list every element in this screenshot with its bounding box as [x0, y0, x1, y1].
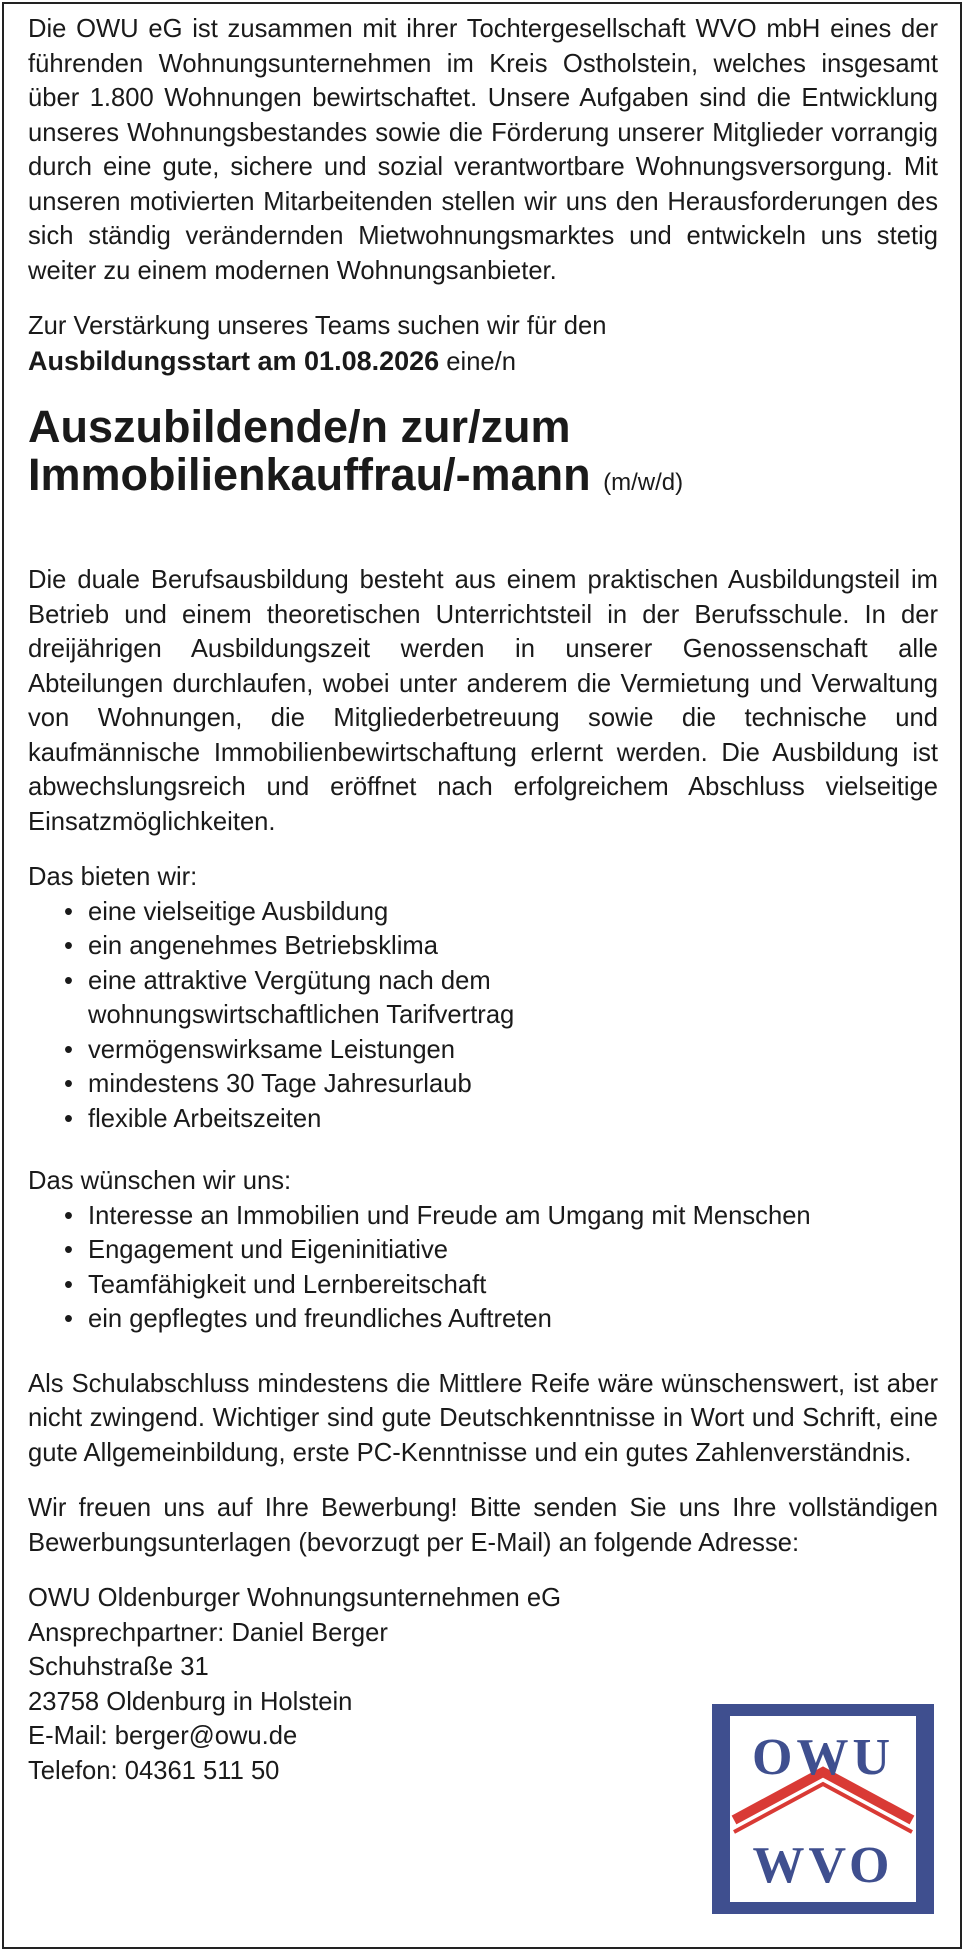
lead-line: Zur Verstärkung unseres Teams suchen wir für den	[28, 312, 607, 340]
phone-number[interactable]: Telefon: 04361 511 50	[28, 1756, 280, 1785]
list-item: • flexible Arbeitszeiten	[28, 1102, 938, 1137]
gender-note: (m/w/d)	[603, 469, 684, 496]
lead-start-line	[28, 344, 938, 380]
wishes-list	[28, 1199, 938, 1337]
job-title-line1: Auszubildende/n zur/zum	[28, 401, 571, 452]
logo-graphic	[712, 1704, 934, 1914]
requirements-paragraph: Als Schulabschluss mindestens die Mittlere Reife wäre wünschenswert, ist aber nicht zwingend. Wichtiger sind gute Deutschkenntnisse in Wort und Schrift, eine gute Allgemeinbildung, erste PC-Kenntnisse und ein gutes Zahlenverständnis.	[28, 1369, 938, 1467]
logo-top-text: OWU	[752, 1729, 894, 1786]
contact-person: Ansprechpartner: Daniel Berger	[28, 1618, 388, 1647]
street-address: Schuhstraße 31	[28, 1653, 209, 1682]
list-item: • ein gepflegtes und freundliches Auftreten	[28, 1302, 938, 1337]
job-title	[28, 403, 938, 507]
description-paragraph: Die duale Berufsausbildung besteht aus einem praktischen Ausbildungsteil im Betrieb und einem theoretischen Unterrichtsteil in der Berufsschule. In der dreijährigen Ausbildungszeit werden in unserer Genossenschaft alle Abteilungen durchlaufen, wobei unter anderem die Vermietung und Verwaltung von Wohnungen, die Mitgliederbetreuung sowie die technische und kaufmännische Immobilienbewirtschaftung erlernt werden. Die Ausbildung ist abwechslungsreich und eröffnet nach erfolgreichem Abschluss vielseitige Einsatzmöglichkeiten.	[28, 566, 938, 836]
list-item: • Interesse an Immobilien und Freude am Umgang mit Menschen	[28, 1199, 938, 1234]
list-item: • eine attraktive Vergütung nach dem wohnungswirtschaftlichen Tarifvertrag	[28, 964, 528, 1033]
wishes-heading: Das wünschen wir uns:	[28, 1167, 292, 1196]
offer-heading: Das bieten wir:	[28, 863, 198, 892]
list-item: • Engagement und Eigeninitiative	[28, 1233, 938, 1268]
contact-block	[28, 1581, 648, 1788]
application-paragraph: Wir freuen uns auf Ihre Bewerbung! Bitte senden Sie uns Ihre vollständigen Bewerbungsunterlagen (bevorzugt per E-Mail) an folgende Adresse:	[28, 1494, 938, 1557]
list-item: • vermögenswirksame Leistungen	[28, 1033, 938, 1068]
company-name: OWU Oldenburger Wohnungsunternehmen eG	[28, 1584, 562, 1613]
offer-list	[28, 895, 938, 1137]
intro-paragraph: Die OWU eG ist zusammen mit ihrer Tochtergesellschaft WVO mbH eines der führenden Wohnungsunternehmen im Kreis Ostholstein, welches insgesamt über 1.800 Wohnungen bewirtschaftet. Unsere Aufgaben sind die Entwicklung unseres Wohnungsbestandes sowie die Förderung unserer Mitglieder vorrangig durch eine gute, sichere und sozial verantwortbare Wohnungsversorgung. Mit unseren motivierten Mitarbeitenden stellen wir uns den Herausforderungen des sich ständig verändernden Mietwohnungsmarktes und entwickeln uns stetig weiter zu einem modernen Wohnungsanbieter.	[28, 15, 938, 285]
lead-suffix: eine/n	[439, 347, 517, 376]
email-address[interactable]: E-Mail: berger@owu.de	[28, 1722, 298, 1751]
training-start-date: Ausbildungsstart am 01.08.2026	[28, 345, 440, 376]
list-item: • eine vielseitige Ausbildung	[28, 895, 938, 930]
logo-bottom-text: WVO	[752, 1837, 894, 1894]
job-ad-content	[28, 12, 938, 1788]
list-item: • Teamfähigkeit und Lernbereitschaft	[28, 1268, 938, 1303]
job-ad-page	[2, 2, 962, 1949]
list-item: • mindestens 30 Tage Jahresurlaub	[28, 1067, 938, 1102]
city-address: 23758 Oldenburg in Holstein	[28, 1687, 353, 1716]
job-title-line2: Immobilienkauffrau/-mann	[28, 449, 591, 500]
owu-wvo-logo	[712, 1704, 934, 1914]
list-item: • ein angenehmes Betriebsklima	[28, 929, 938, 964]
